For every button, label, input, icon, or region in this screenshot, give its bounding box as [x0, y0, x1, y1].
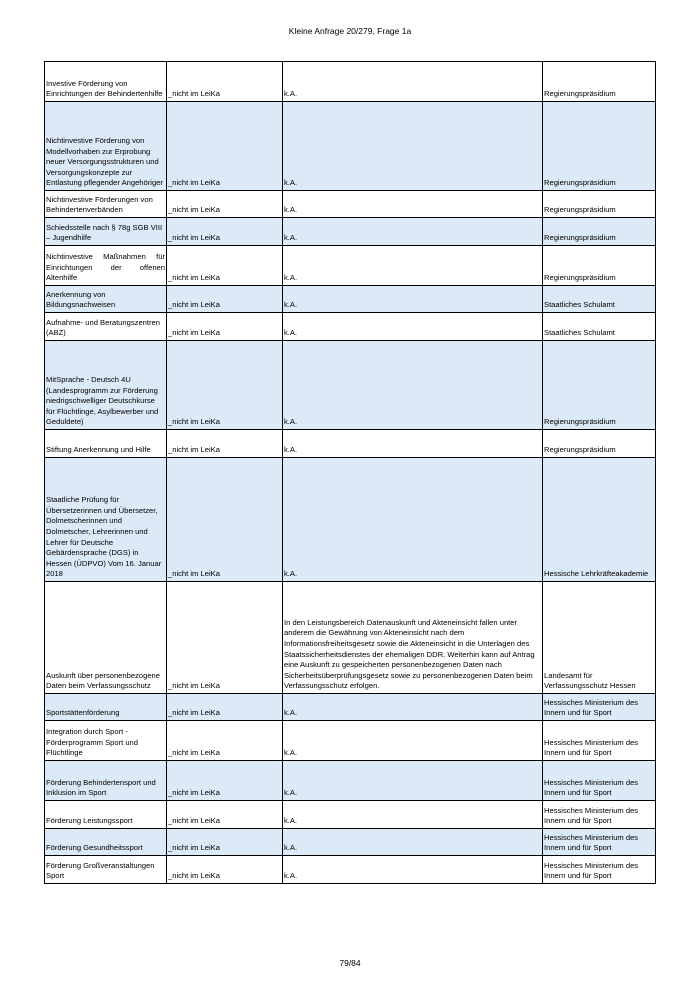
table-row	[45, 313, 656, 341]
authority-cell: Hessisches Ministerium des Innern und für Sport	[543, 761, 656, 801]
service-name-cell: Auskunft über personenbezogene Daten beim Verfassungsschutz	[45, 582, 167, 694]
authority-cell: Regierungspräsidium	[543, 218, 656, 246]
description-cell: In den Leistungsbereich Datenauskunft und Akteneinsicht fallen unter anderem die Gewährung von Akteneinsicht nach dem Informationsfreiheitsgesetz sowie die Akteneinsicht in die Unterlagen des Staatssicherheitsdienstes der ehemaligen DDR. Weiterhin kann auf Antrag eine Auskunft zu gespeicherten personenbezogenen Daten nach Sicherheitsüberprüfungsgesetz sowie zu personenbezogenen Daten beim Verfassungsschutz erfolgen.	[283, 582, 543, 694]
authority-cell: Regierungspräsidium	[543, 246, 656, 286]
leika-cell: _nicht im LeiKa	[167, 582, 283, 694]
authority-cell: Hessisches Ministerium des Innern und für Sport	[543, 801, 656, 829]
description-cell: k.A.	[283, 430, 543, 458]
table-row	[45, 721, 656, 761]
service-name-cell: Förderung Gesundheitssport	[45, 829, 167, 856]
table-row	[45, 218, 656, 246]
authority-cell: Regierungspräsidium	[543, 341, 656, 430]
authority-cell: Hessisches Ministerium des Innern und für Sport	[543, 829, 656, 856]
description-cell: k.A.	[283, 721, 543, 761]
description-cell: k.A.	[283, 218, 543, 246]
table-row	[45, 582, 656, 694]
table-row	[45, 801, 656, 829]
description-cell: k.A.	[283, 829, 543, 856]
table-row	[45, 102, 656, 191]
leika-cell: _nicht im LeiKa	[167, 458, 283, 582]
service-name-cell: Staatliche Prüfung für Übersetzerinnen und Übersetzer, Dolmetscherinnen und Dolmetscher, Lehrerinnen und Lehrer für Deutsche Gebärdensprache (DGS) in Hessen (ÜDPVO) Vom 16. Januar 2018	[45, 458, 167, 582]
leika-cell: _nicht im LeiKa	[167, 62, 283, 102]
table-row	[45, 829, 656, 856]
page-header: Kleine Anfrage 20/279, Frage 1a	[288, 26, 412, 36]
description-cell: k.A.	[283, 341, 543, 430]
description-cell: k.A.	[283, 286, 543, 313]
authority-cell: Landesamt für Verfassungsschutz Hessen	[543, 582, 656, 694]
leika-cell: _nicht im LeiKa	[167, 761, 283, 801]
table-row	[45, 286, 656, 313]
leika-cell: _nicht im LeiKa	[167, 286, 283, 313]
table-row	[45, 761, 656, 801]
leika-cell: _nicht im LeiKa	[167, 191, 283, 218]
table-row	[45, 458, 656, 582]
services-table	[44, 61, 656, 884]
service-name-cell: Anerkennung von Bildungsnachweisen	[45, 286, 167, 313]
service-name-cell: Schiedsstelle nach § 78g SGB VIII – Jugendhilfe	[45, 218, 167, 246]
table-row	[45, 856, 656, 884]
service-name-cell: Investive Förderung von Einrichtungen der Behindertenhilfe	[45, 62, 167, 102]
description-cell: k.A.	[283, 102, 543, 191]
leika-cell: _nicht im LeiKa	[167, 856, 283, 884]
authority-cell: Regierungspräsidium	[543, 62, 656, 102]
authority-cell: Staatliches Schulamt	[543, 313, 656, 341]
table-row	[45, 430, 656, 458]
authority-cell: Regierungspräsidium	[543, 102, 656, 191]
description-cell: k.A.	[283, 246, 543, 286]
service-name-cell: Nichtinvestive Förderungen von Behindertenverbänden	[45, 191, 167, 218]
table-row	[45, 191, 656, 218]
leika-cell: _nicht im LeiKa	[167, 313, 283, 341]
service-name-cell: Förderung Leistungssport	[45, 801, 167, 829]
description-cell: k.A.	[283, 313, 543, 341]
page-number: 79/84	[339, 958, 361, 968]
service-name-cell: Aufnahme- und Beratungszentren (ABZ)	[45, 313, 167, 341]
leika-cell: _nicht im LeiKa	[167, 246, 283, 286]
table-row	[45, 62, 656, 102]
authority-cell: Hessisches Ministerium des Innern und für Sport	[543, 856, 656, 884]
service-name-cell: Förderung Großveranstaltungen Sport	[45, 856, 167, 884]
description-cell: k.A.	[283, 801, 543, 829]
service-name-cell: Stiftung Anerkennung und Hilfe	[45, 430, 167, 458]
service-name-cell: Nichtinvestive Maßnahmen für Einrichtungen der offenen Altenhilfe	[45, 246, 167, 286]
table-row	[45, 694, 656, 721]
description-cell: k.A.	[283, 761, 543, 801]
description-cell: k.A.	[283, 191, 543, 218]
authority-cell: Hessische Lehrkräfteakademie	[543, 458, 656, 582]
leika-cell: _nicht im LeiKa	[167, 430, 283, 458]
leika-cell: _nicht im LeiKa	[167, 341, 283, 430]
service-name-cell: MitSprache - Deutsch 4U (Landesprogramm zur Förderung niedrigschwelliger Deutschkurse für Flüchtlinge, Asylbewerber und Geduldete)	[45, 341, 167, 430]
table-row	[45, 341, 656, 430]
service-name-cell: Nichtinvestive Förderung von Modellvorhaben zur Erprobung neuer Versorgungsstrukturen und Versorgungskonzepte zur Entlastung pflegender Angehöriger	[45, 102, 167, 191]
service-name-cell: Förderung Behindertensport und Inklusion im Sport	[45, 761, 167, 801]
authority-cell: Hessisches Ministerium des Innern und für Sport	[543, 694, 656, 721]
leika-cell: _nicht im LeiKa	[167, 721, 283, 761]
service-name-cell: Integration durch Sport - Förderprogramm Sport und Flüchtlinge	[45, 721, 167, 761]
leika-cell: _nicht im LeiKa	[167, 829, 283, 856]
authority-cell: Regierungspräsidium	[543, 430, 656, 458]
leika-cell: _nicht im LeiKa	[167, 218, 283, 246]
table-row	[45, 246, 656, 286]
service-name-cell: Sportstättenförderung	[45, 694, 167, 721]
description-cell: k.A.	[283, 856, 543, 884]
description-cell: k.A.	[283, 62, 543, 102]
authority-cell: Regierungspräsidium	[543, 191, 656, 218]
description-cell: k.A.	[283, 694, 543, 721]
leika-cell: _nicht im LeiKa	[167, 694, 283, 721]
description-cell: k.A.	[283, 458, 543, 582]
authority-cell: Staatliches Schulamt	[543, 286, 656, 313]
leika-cell: _nicht im LeiKa	[167, 102, 283, 191]
leika-cell: _nicht im LeiKa	[167, 801, 283, 829]
authority-cell: Hessisches Ministerium des Innern und für Sport	[543, 721, 656, 761]
